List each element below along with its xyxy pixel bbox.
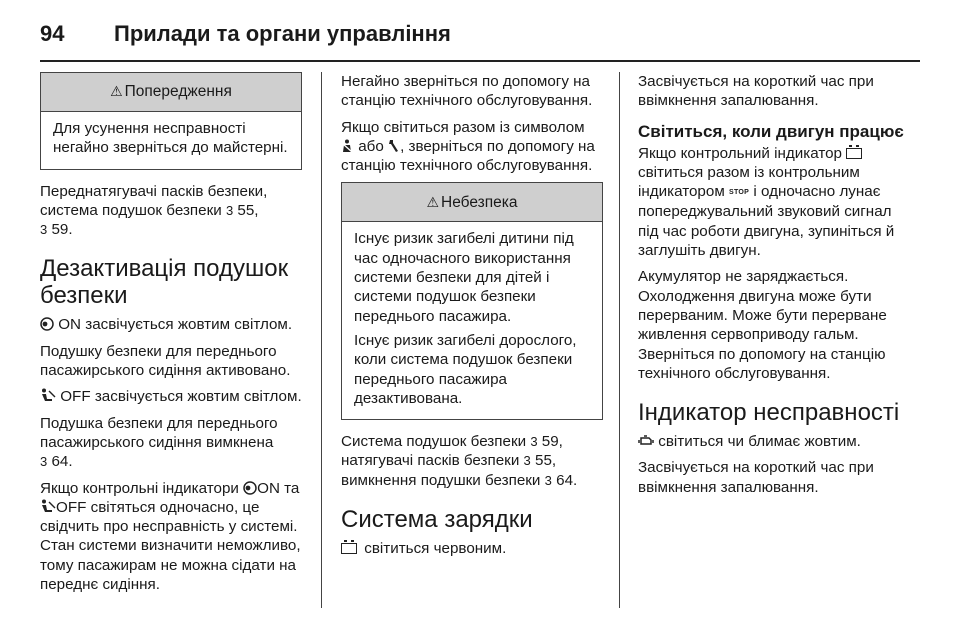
paragraph: Засвічується на короткий час при ввімкнення запалювання.	[638, 459, 874, 496]
danger-box-header	[342, 183, 602, 222]
danger-box-title: Небезпека	[441, 193, 518, 211]
column-divider	[619, 72, 620, 608]
danger-box	[341, 182, 603, 420]
malfunction-line: світиться чи блимає жовтим.	[638, 432, 910, 451]
danger-box-text: Існує ризик загибелі дитини під час одночасного використання системи безпеки для дітей і системи подушок безпеки переднього пасажира.	[354, 230, 574, 325]
section-heading: Індикатор несправності	[638, 399, 900, 427]
airbag-on-line: ON засвічується жовтим світлом.	[40, 315, 302, 334]
airbag-on-icon	[243, 481, 257, 495]
column-divider	[321, 72, 322, 608]
paragraph: Подушку безпеки для переднього пасажирського сидіння активовано.	[40, 342, 291, 380]
warning-icon: ⚠	[110, 83, 123, 100]
header-divider	[40, 60, 920, 62]
paragraph: Подушка безпеки для переднього пасажирського сидіння вимкнена 3 64.	[40, 414, 278, 471]
charge-line: світиться червоним.	[341, 539, 603, 558]
page-header	[40, 14, 920, 54]
column-1	[40, 72, 302, 601]
seatbelt-icon	[341, 139, 354, 153]
column-2	[341, 72, 603, 565]
airbag-off-icon	[40, 388, 56, 403]
reference-arrow-icon: 3	[225, 202, 234, 218]
reference-arrow-icon: 3	[523, 453, 531, 469]
danger-box-text: Існує ризик загибелі дорослого, коли система подушок безпеки переднього пасажира дезактивована.	[354, 331, 577, 407]
battery-icon	[846, 148, 862, 159]
reference-arrow-icon: 3	[40, 454, 48, 470]
stop-icon: STOP	[729, 189, 750, 197]
warning-box-text: Для усунення несправності негайно зверніться до майстерні.	[53, 120, 288, 157]
airbag-off-icon	[40, 499, 56, 514]
paragraph: Переднатягувачі пасків безпеки, система подушок безпеки 3 55, 3 59.	[40, 182, 268, 239]
airbag-on-icon	[40, 317, 54, 331]
wrench-icon	[388, 139, 400, 153]
section-heading: Дезактивація подушок безпеки	[40, 255, 289, 310]
reference-arrow-icon: 3	[544, 472, 552, 488]
paragraph: Якщо світиться разом із символом або , зверніться по допомогу на станцію технічного обслуговування.	[341, 118, 595, 175]
subsection-heading: Світиться, коли двигун працює	[638, 121, 904, 141]
column-3	[638, 72, 910, 504]
paragraph: Якщо контрольні індикатори ON та OFF світяться одночасно, це свідчить про несправність у системі. Стан системи визначити неможливо, тому пасажирам не можна сідати на переднє сидіння.	[40, 479, 301, 594]
warning-box-header	[41, 73, 301, 112]
page-title: Прилади та органи управління	[114, 21, 451, 46]
warning-icon: ⚠	[426, 193, 440, 210]
warning-box-title: Попередження	[124, 83, 232, 101]
paragraph: Засвічується на короткий час при ввімкнення запалювання.	[638, 73, 874, 110]
malfunction-icon	[638, 434, 654, 448]
paragraph: Система подушок безпеки 3 59, натягувачі пасків безпеки 3 55, вимкнення подушки безпеки 3 64.	[341, 433, 578, 489]
page-number: 94	[40, 21, 65, 46]
reference-arrow-icon: 3	[530, 434, 538, 450]
battery-icon	[341, 543, 357, 554]
reference-arrow-icon: 3	[40, 222, 48, 238]
airbag-off-line: OFF засвічується жовтим світлом.	[40, 387, 302, 406]
section-heading: Система зарядки	[341, 506, 533, 534]
paragraph: Якщо контрольний індикатор світиться разом із контрольним індикатором STOP і одночасно лунає попереджувальний звуковий сигнал під час роботи двигуна, зупиніться й заглушіть двигун.	[638, 144, 895, 260]
warning-box	[40, 72, 302, 170]
paragraph: Акумулятор не заряджається. Охолодження двигуна може бути перерваним. Може бути перерване живлення сервоприводу гальм. Зверніться по допомогу на станцію технічного обслуговування.	[638, 268, 887, 382]
paragraph: Негайно зверніться по допомогу на станцію технічного обслуговування.	[341, 73, 593, 110]
